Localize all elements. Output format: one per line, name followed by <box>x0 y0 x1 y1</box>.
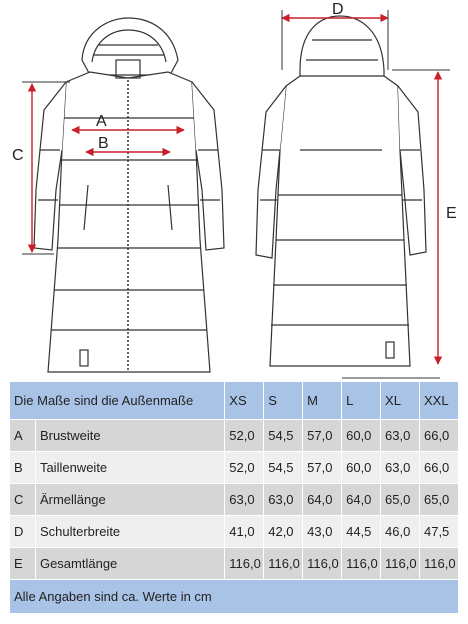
label-b: B <box>98 135 109 152</box>
table-row <box>10 548 459 580</box>
table-row <box>10 484 459 516</box>
row-code: A <box>10 420 36 452</box>
table-cell: 60,0 <box>342 452 381 484</box>
table-cell: 116,0 <box>303 548 342 580</box>
row-label: Taillenweite <box>35 452 224 484</box>
table-cell: 60,0 <box>342 420 381 452</box>
table-footer-row <box>10 580 459 614</box>
size-header: XS <box>225 382 264 420</box>
table-header-title: Die Maße sind die Außenmaße <box>10 382 225 420</box>
table-cell: 116,0 <box>264 548 303 580</box>
table-cell: 65,0 <box>381 484 420 516</box>
row-code: B <box>10 452 36 484</box>
table-footer-note: Alle Angaben sind ca. Werte in cm <box>10 580 459 614</box>
table-cell: 116,0 <box>419 548 458 580</box>
size-header: L <box>342 382 381 420</box>
table-row <box>10 516 459 548</box>
table-cell: 57,0 <box>303 420 342 452</box>
label-c: C <box>12 147 24 164</box>
table-cell: 41,0 <box>225 516 264 548</box>
table-cell: 43,0 <box>303 516 342 548</box>
row-code: C <box>10 484 36 516</box>
label-e: E <box>446 205 457 222</box>
row-code: D <box>10 516 36 548</box>
table-cell: 63,0 <box>381 452 420 484</box>
coat-front-view <box>34 18 224 372</box>
table-header-row <box>10 382 459 420</box>
size-table <box>9 381 459 614</box>
row-label: Brustweite <box>35 420 224 452</box>
table-cell: 116,0 <box>381 548 420 580</box>
table-cell: 116,0 <box>342 548 381 580</box>
table-cell: 54,5 <box>264 452 303 484</box>
table-cell: 47,5 <box>419 516 458 548</box>
row-label: Gesamtlänge <box>35 548 224 580</box>
table-cell: 65,0 <box>419 484 458 516</box>
table-cell: 57,0 <box>303 452 342 484</box>
table-cell: 64,0 <box>303 484 342 516</box>
table-cell: 52,0 <box>225 420 264 452</box>
size-header: XXL <box>419 382 458 420</box>
size-header: XL <box>381 382 420 420</box>
table-cell: 64,0 <box>342 484 381 516</box>
table-cell: 42,0 <box>264 516 303 548</box>
table-cell: 63,0 <box>225 484 264 516</box>
label-a: A <box>96 113 107 130</box>
table-cell: 46,0 <box>381 516 420 548</box>
table-cell: 116,0 <box>225 548 264 580</box>
table-cell: 66,0 <box>419 420 458 452</box>
table-cell: 66,0 <box>419 452 458 484</box>
table-cell: 52,0 <box>225 452 264 484</box>
size-header: M <box>303 382 342 420</box>
table-cell: 44,5 <box>342 516 381 548</box>
table-row <box>10 420 459 452</box>
table-cell: 54,5 <box>264 420 303 452</box>
label-d: D <box>332 1 344 18</box>
table-row <box>10 452 459 484</box>
size-header: S <box>264 382 303 420</box>
row-label: Schulterbreite <box>35 516 224 548</box>
row-label: Ärmellänge <box>35 484 224 516</box>
table-cell: 63,0 <box>381 420 420 452</box>
table-cell: 63,0 <box>264 484 303 516</box>
row-code: E <box>10 548 36 580</box>
